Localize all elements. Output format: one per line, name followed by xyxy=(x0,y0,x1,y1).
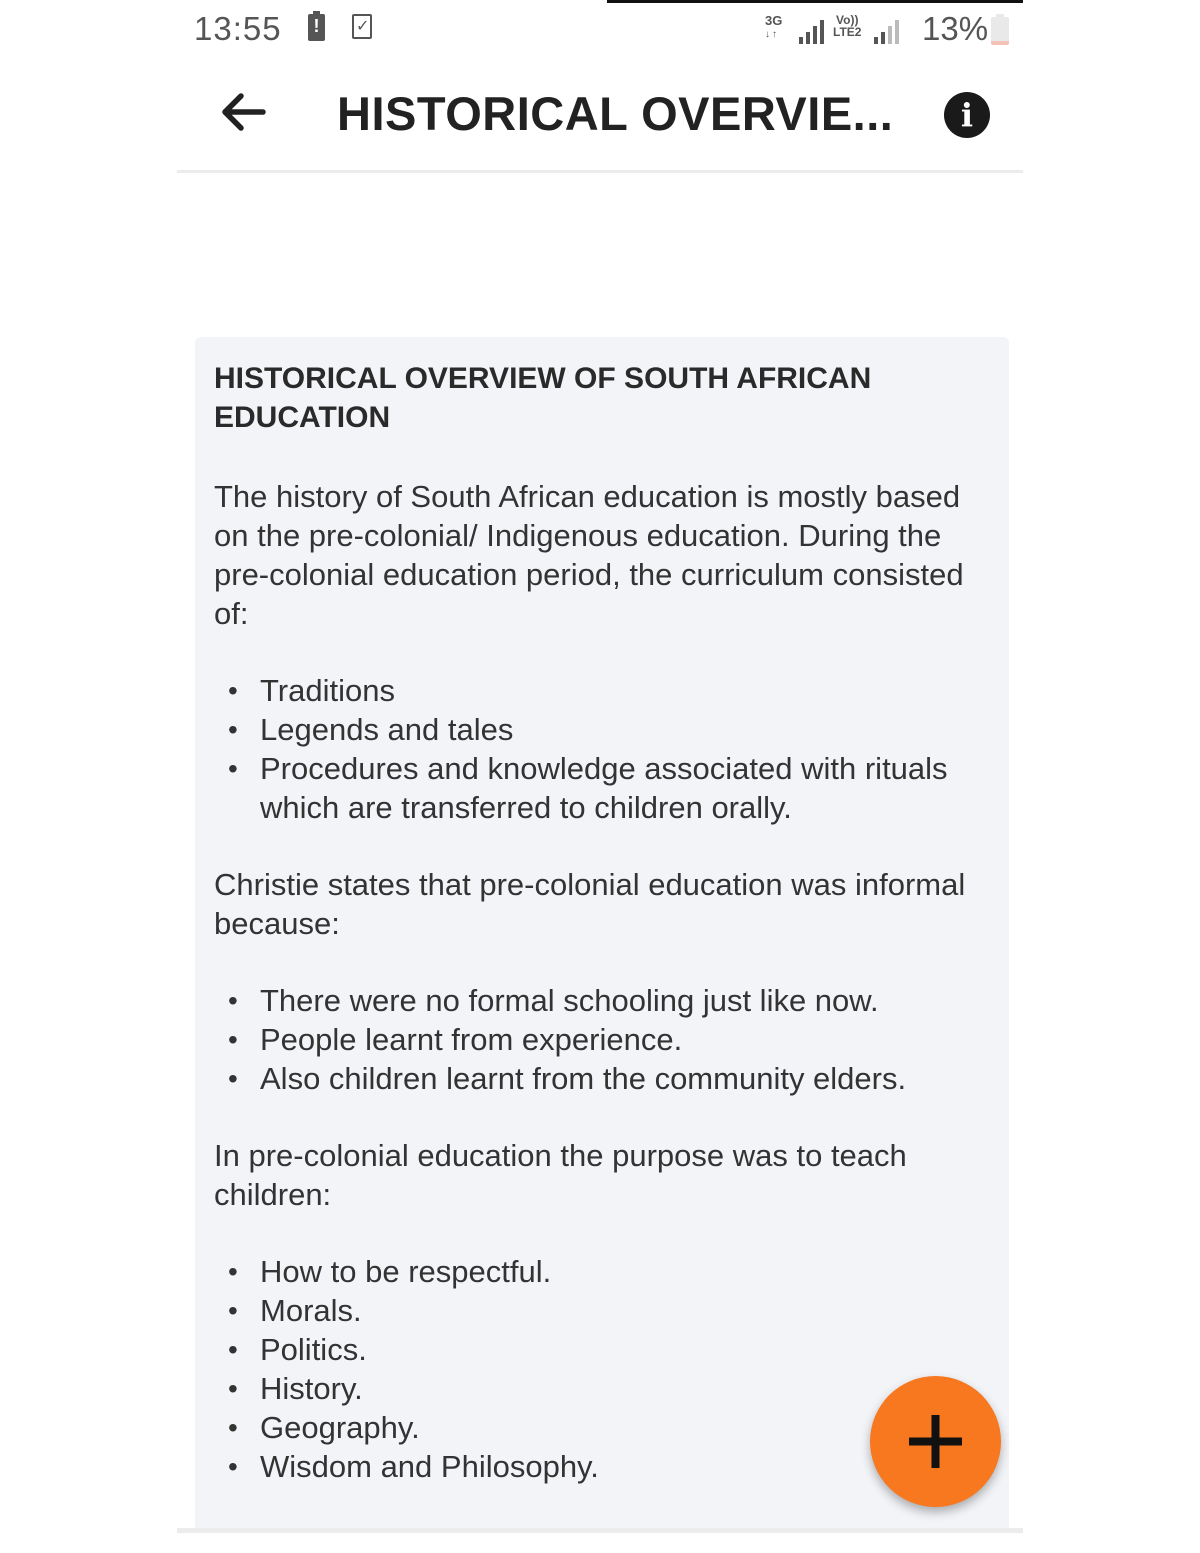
network-type xyxy=(765,14,782,42)
network-label: 3G xyxy=(765,13,783,28)
lte-label: LTE2 xyxy=(833,25,862,39)
list-item: • Morals. xyxy=(260,1291,989,1330)
list-item: • There were no formal schooling just like now. xyxy=(260,981,989,1020)
bottom-area xyxy=(177,1533,1023,1553)
purpose-paragraph: In pre-colonial education the purpose was to teach children: xyxy=(214,1138,907,1212)
list-item: • Politics. xyxy=(260,1330,989,1369)
arrow-left-icon xyxy=(217,86,269,138)
intro-paragraph: The history of South African education is mostly based on the pre-colonial/ Indigenous education. During the pre-colonial education period, the curriculum consisted of: xyxy=(214,479,964,631)
list-item: • Geography. xyxy=(260,1408,989,1447)
article-card xyxy=(195,337,1009,1553)
list-item: • Legends and tales xyxy=(260,710,989,749)
list-item: • Also children learnt from the community elders. xyxy=(260,1059,989,1098)
info-button[interactable] xyxy=(944,92,990,138)
battery-percent: 13% xyxy=(922,10,989,47)
list-item: • Traditions xyxy=(260,671,989,710)
list-item: • Wisdom and Philosophy. xyxy=(260,1447,989,1486)
battery-alert-icon xyxy=(308,14,325,41)
plus-icon xyxy=(907,1413,964,1470)
battery-icon xyxy=(991,17,1009,45)
signal-icon xyxy=(799,18,825,44)
phone-screen xyxy=(177,0,1023,1553)
list-item: • History. xyxy=(260,1369,989,1408)
checkbox-icon xyxy=(352,14,372,39)
signal-icon-2 xyxy=(874,18,900,44)
page-title: HISTORICAL OVERVIE... xyxy=(337,87,894,140)
volte-label: Vo)) xyxy=(836,13,859,27)
curriculum-list xyxy=(214,671,989,827)
informal-paragraph: Christie states that pre-colonial education was informal because: xyxy=(214,867,966,941)
status-bar xyxy=(177,0,1023,58)
list-item: • People learnt from experience. xyxy=(260,1020,989,1059)
article-heading: HISTORICAL OVERVIEW OF SOUTH AFRICAN EDUCATION xyxy=(214,362,872,434)
list-item: • Procedures and knowledge associated with rituals which are transferred to children orally. xyxy=(260,749,989,827)
battery-fill xyxy=(991,41,1009,45)
info-icon: i xyxy=(960,96,974,134)
list-item: • How to be respectful. xyxy=(260,1252,989,1291)
data-arrows-icon: ↓↑ xyxy=(765,29,779,40)
status-time: 13:55 xyxy=(194,10,282,47)
add-button[interactable] xyxy=(870,1376,1001,1507)
back-button[interactable] xyxy=(217,86,269,138)
volte-indicator xyxy=(833,14,861,38)
informal-reasons-list xyxy=(214,981,989,1098)
app-bar xyxy=(177,58,1023,173)
